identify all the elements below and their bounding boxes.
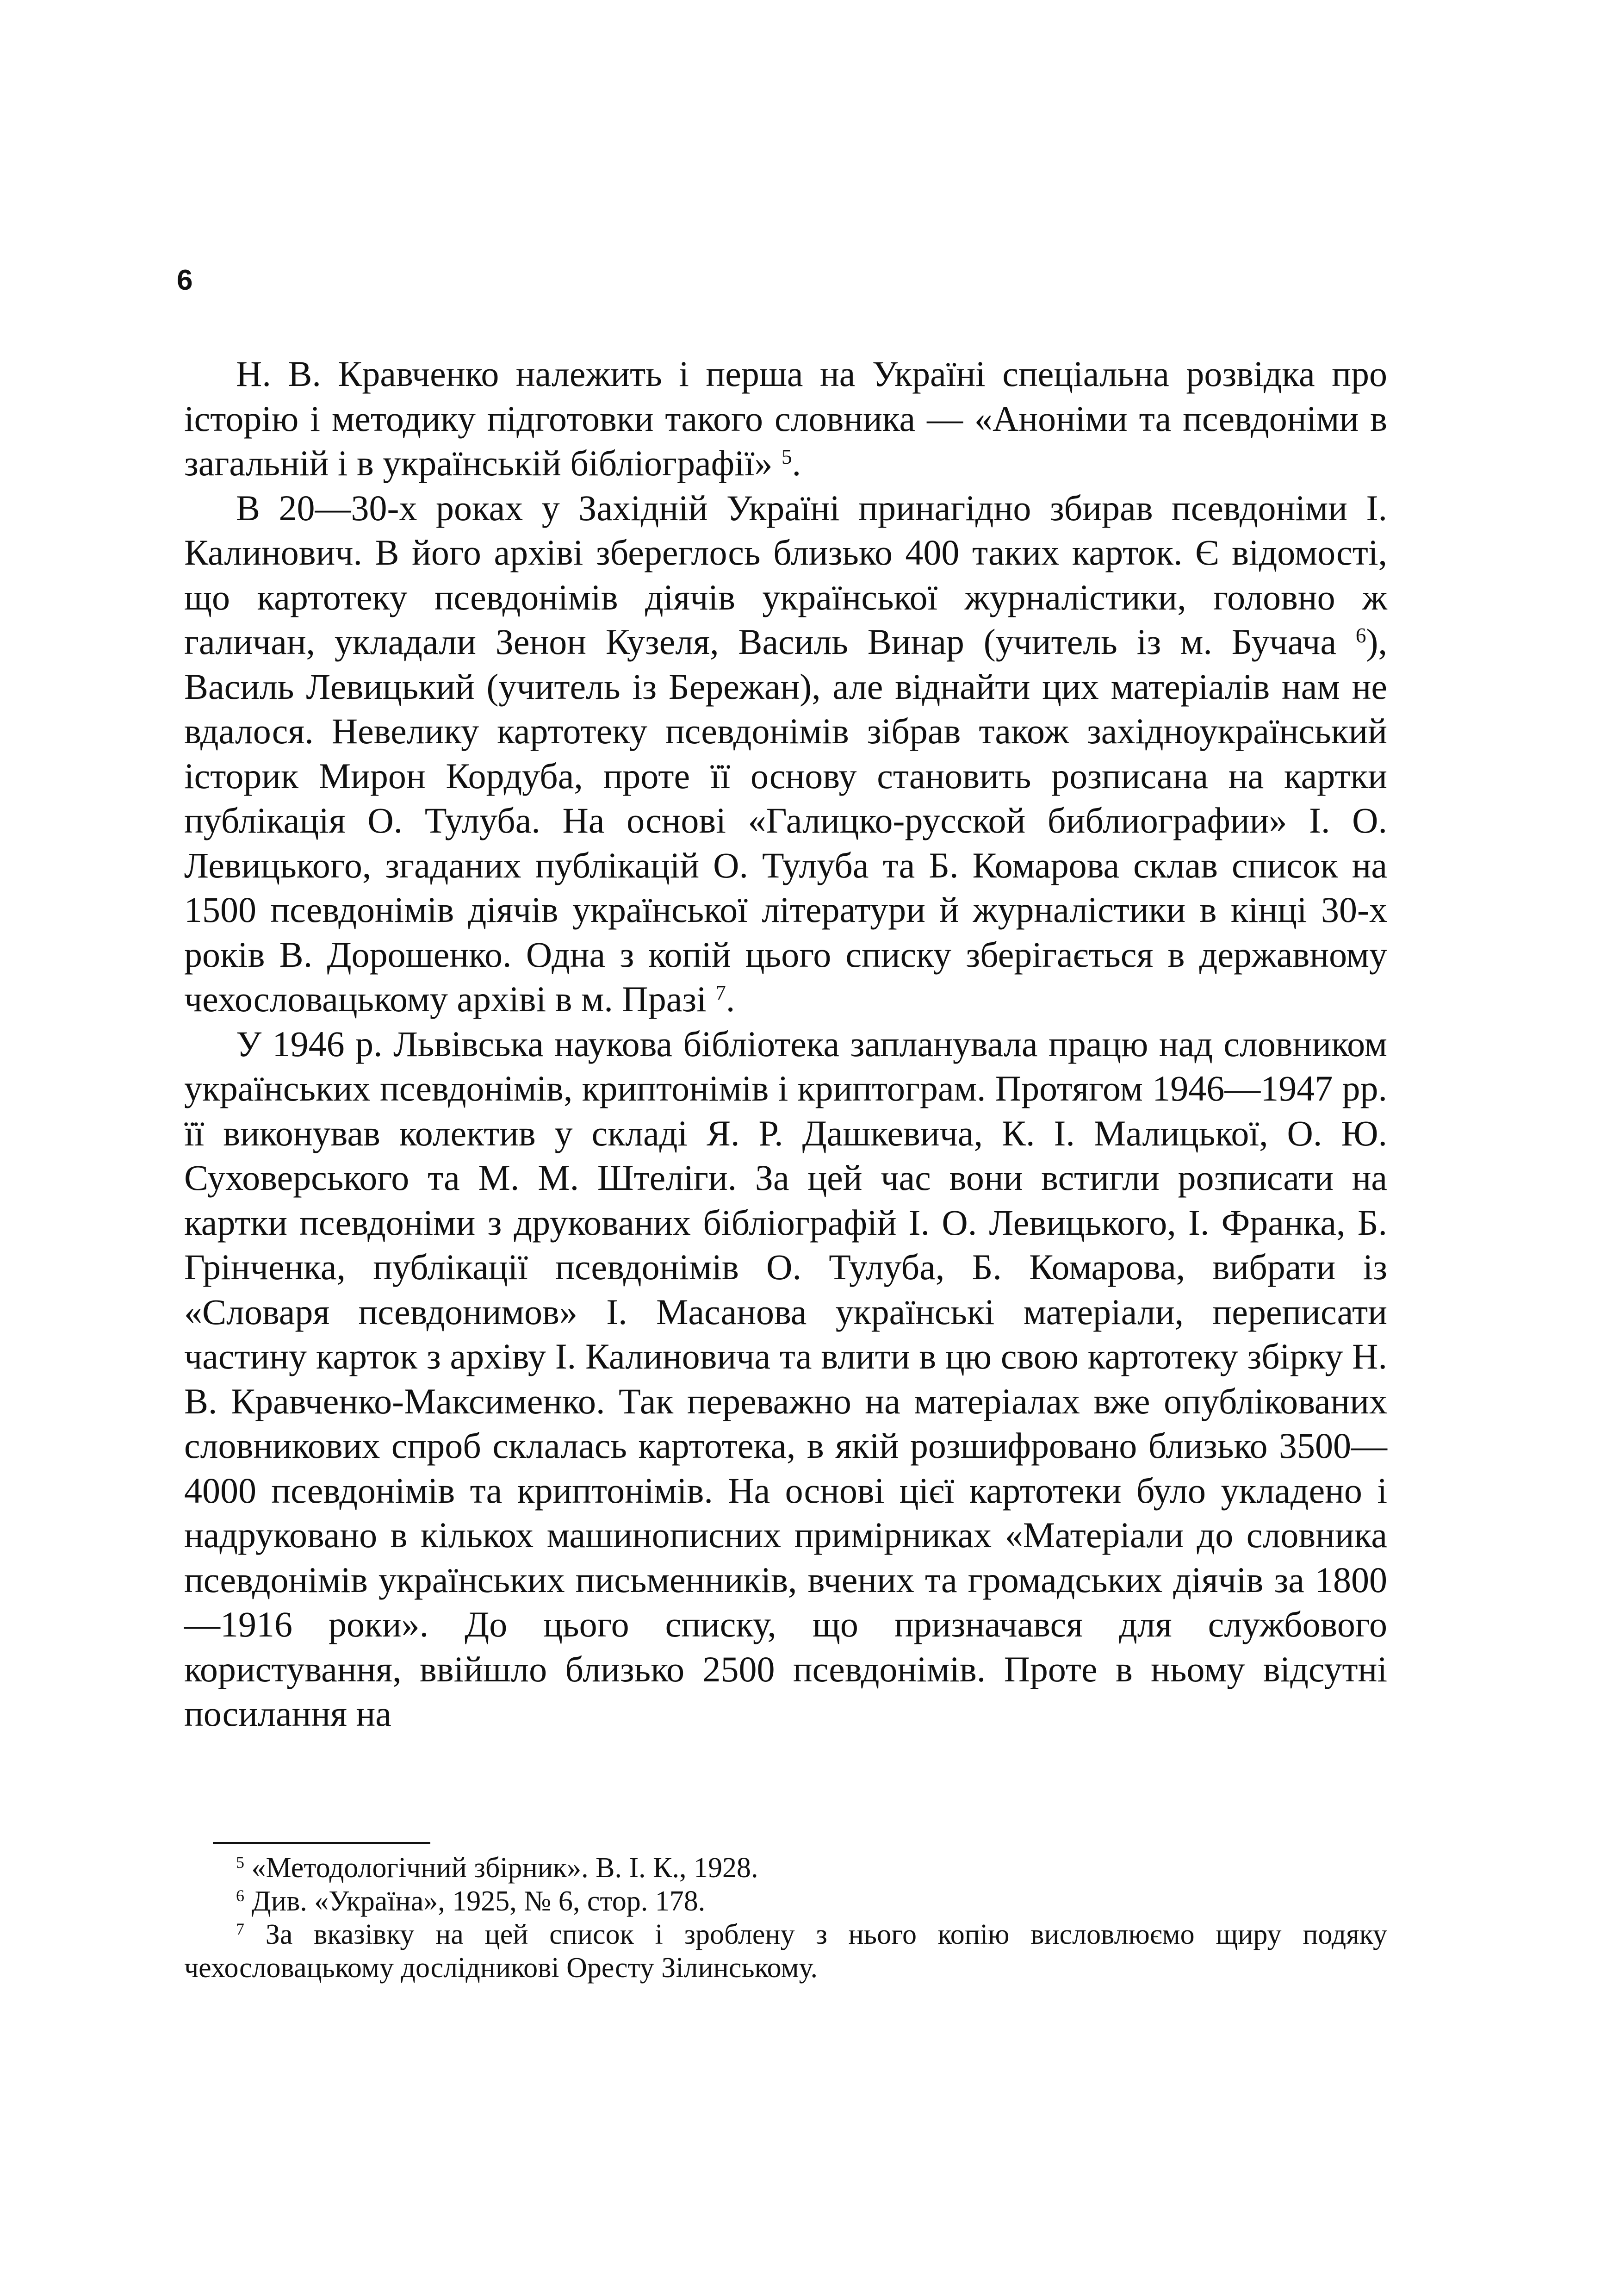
- footnote-ref-7: 7: [715, 981, 726, 1005]
- footnote: [184, 1851, 1387, 1885]
- paragraph-text: В 20—30-х роках у Західній Україні принагідно збирав псевдоніми І. Калинович. В його архіві збереглось близько 400 таких карток. Є відомості, що картотеку псевдонімів діячів української журналістики, головно ж галичан, укладали Зенон Кузеля, Василь Винар (учитель із м. Бучача: [184, 487, 1387, 662]
- paragraph-text-tail: ), Василь Левицький (учитель із Бережан), але віднайти цих матеріалів нам не вдалося. Невелику картотеку псевдонімів зібрав також західноукраїнський історик Мирон Кордуба, проте її основу становить розписана на картки публікація О. Тулуба. На основі «Галицко-русской библиографии» І. О. Левицького, згаданих публікацій О. Тулуба та Б. Комарова склав список на 1500 псевдонімів діячів української літератури й журналістики в кінці 30-х років В. Дорошенко. Одна з копій цього списку зберігається в державному чехословацькому архіві в м. Празі: [184, 622, 1387, 1019]
- footnote-mark: 6: [236, 1886, 244, 1905]
- footnote-divider: [213, 1842, 430, 1844]
- footnote-mark: 7: [236, 1920, 244, 1939]
- footnotes: [184, 1851, 1387, 1985]
- footnote-mark: 5: [236, 1853, 244, 1872]
- footnote: [184, 1918, 1387, 1985]
- footnote-ref-5: 5: [782, 445, 792, 469]
- paragraph-text: Н. В. Кравченко належить і перша на Україні спеціальна розвідка про історію і методику підготовки такого словника — «Аноніми та псевдоніми в загальній і в українській бібліографії»: [184, 354, 1387, 483]
- paragraph-text-tail: .: [792, 443, 801, 483]
- page-number: 6: [177, 264, 193, 296]
- paragraph: [184, 1022, 1387, 1736]
- main-text: [184, 352, 1387, 1736]
- paragraph: [184, 352, 1387, 486]
- footnote-text: «Методологічний збірник». В. І. К., 1928.: [251, 1852, 758, 1884]
- footnote-text: Див. «Украïна», 1925, № 6, стор. 178.: [251, 1885, 706, 1917]
- paragraph-text: У 1946 р. Львівська наукова бібліотека запланувала працю над словником українських псевдонімів, криптонімів і криптограм. Протягом 1946—1947 рр. її виконував колектив у складі Я. Р. Дашкевича, К. І. Малицької, О. Ю. Суховерського та М. М. Штеліги. За цей час вони встигли розписати на картки псевдоніми з друкованих бібліографій І. О. Левицького, І. Франка, Б. Грінченка, публікації псевдонімів О. Тулуба, Б. Комарова, вибрати із «Словаря псевдонимов» І. Масанова українські матеріали, переписати частину карток з архіву І. Калиновича та влити в цю свою картотеку збірку Н. В. Кравченко-Максименко. Так переважно на матеріалах вже опублікованих словникових спроб склалась картотека, в якій розшифровано близько 3500—4000 псевдонімів та криптонімів. На основі цієї картотеки було укладено і надруковано в кількох машинописних примірниках «Матеріали до словника псевдонімів українських письменників, вчених та громадських діячів за 1800—1916 роки». До цього списку, що призначався для службового користування, ввійшло близько 2500 псевдонімів. Проте в ньому відсутні посилання на: [184, 1023, 1387, 1734]
- paragraph-text-tail: .: [726, 979, 735, 1019]
- footnote: [184, 1885, 1387, 1918]
- paragraph: [184, 486, 1387, 1022]
- footnote-text: За вказівку на цей список і зроблену з нього копію висловлюємо щиру подяку чехословацькому дослідникові Оресту Зілинському.: [184, 1919, 1388, 1984]
- footnote-ref-6: 6: [1355, 624, 1366, 647]
